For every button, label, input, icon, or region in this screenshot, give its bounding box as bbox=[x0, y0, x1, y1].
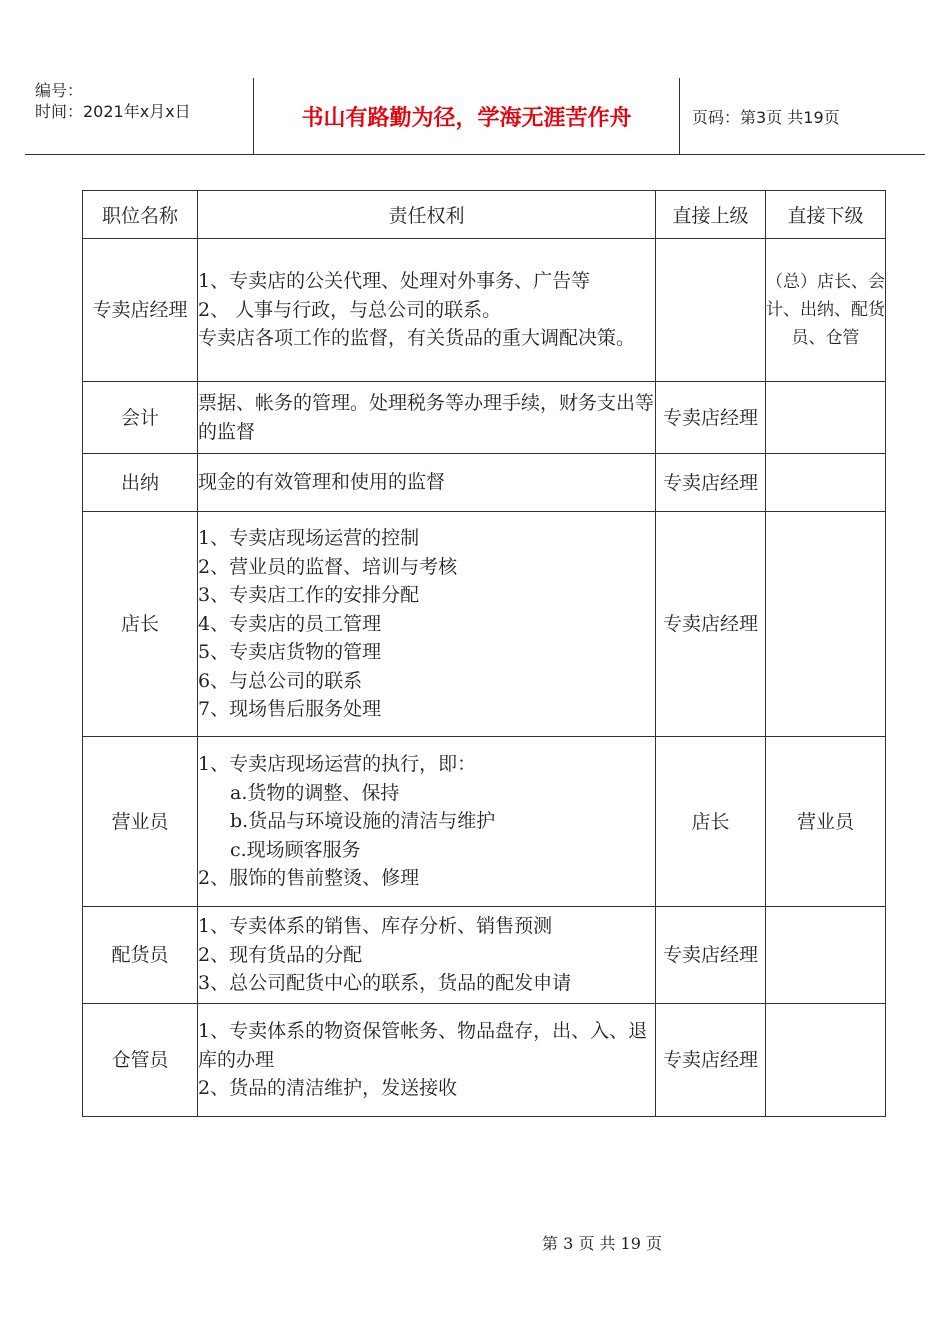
position-duty-table bbox=[82, 190, 886, 1117]
duty-item: 票据、帐务的管理。处理税务等办理手续，财务支出等的监督 bbox=[198, 392, 655, 443]
position-name: 店长 bbox=[83, 512, 198, 737]
duty-list bbox=[198, 512, 656, 737]
duty-list bbox=[198, 382, 656, 454]
duty-list bbox=[198, 907, 656, 1004]
position-name: 出纳 bbox=[83, 454, 198, 512]
table-row bbox=[83, 1004, 886, 1117]
duty-item: 专卖店各项工作的监督，有关货品的重大调配决策。 bbox=[198, 327, 636, 350]
document-time-label: 时间：2021年x月x日 bbox=[35, 102, 191, 121]
duty-item: 1、专卖体系的物资保管帐务、物品盘存，出、入、退库的办理 bbox=[198, 1020, 648, 1071]
duty-item: 2、货品的清洁维护，发送接收 bbox=[198, 1077, 458, 1100]
position-name: 专卖店经理 bbox=[83, 239, 198, 382]
column-header-position: 职位名称 bbox=[83, 191, 198, 239]
direct-superior: 专卖店经理 bbox=[656, 454, 766, 512]
duty-item: 3、专卖店工作的安排分配 bbox=[198, 584, 420, 607]
position-name: 会计 bbox=[83, 382, 198, 454]
direct-superior: 专卖店经理 bbox=[656, 1004, 766, 1117]
table-row bbox=[83, 512, 886, 737]
duty-item: 2、服饰的售前整烫、修理 bbox=[198, 867, 420, 890]
duty-item: 1、专卖店现场运营的执行，即： bbox=[198, 753, 477, 776]
direct-superior: 店长 bbox=[656, 737, 766, 907]
table-row bbox=[83, 907, 886, 1004]
page-footer: 第 3 页 共 19 页 bbox=[542, 1234, 662, 1253]
table-row bbox=[83, 454, 886, 512]
duty-list bbox=[198, 239, 656, 382]
duty-item: 1、专卖店的公关代理、处理对外事务、广告等 bbox=[198, 270, 591, 293]
duty-subitem: a.货物的调整、保持 bbox=[230, 781, 400, 804]
direct-subordinate bbox=[766, 512, 886, 737]
duty-item: 5、专卖店货物的管理 bbox=[198, 641, 382, 664]
duty-item: 2、 人事与行政，与总公司的联系。 bbox=[198, 298, 502, 321]
duty-list bbox=[198, 737, 656, 907]
duty-item: 现金的有效管理和使用的监督 bbox=[198, 471, 446, 494]
duty-subitem: c.现场顾客服务 bbox=[230, 838, 361, 861]
direct-subordinate bbox=[766, 907, 886, 1004]
direct-superior: 专卖店经理 bbox=[656, 907, 766, 1004]
position-name: 营业员 bbox=[83, 737, 198, 907]
table-row bbox=[83, 382, 886, 454]
duty-subitem: b.货品与环境设施的清洁与维护 bbox=[230, 810, 496, 833]
direct-subordinate bbox=[766, 454, 886, 512]
duty-item: 1、专卖体系的销售、库存分析、销售预测 bbox=[198, 915, 553, 938]
column-header-superior: 直接上级 bbox=[656, 191, 766, 239]
direct-superior bbox=[656, 239, 766, 382]
direct-subordinate bbox=[766, 1004, 886, 1117]
header-page-info: 页码：第3页 共19页 bbox=[692, 107, 840, 127]
direct-superior: 专卖店经理 bbox=[656, 512, 766, 737]
duty-item: 4、专卖店的员工管理 bbox=[198, 612, 382, 635]
direct-superior: 专卖店经理 bbox=[656, 382, 766, 454]
direct-subordinate bbox=[766, 382, 886, 454]
header-meta bbox=[25, 78, 254, 154]
position-name: 配货员 bbox=[83, 907, 198, 1004]
table-header-row bbox=[83, 191, 886, 239]
column-header-subordinate: 直接下级 bbox=[766, 191, 886, 239]
duty-item: 3、总公司配货中心的联系，货品的配发申请 bbox=[198, 972, 572, 995]
direct-subordinate: （总）店长、会计、出纳、配货员、仓管 bbox=[766, 239, 886, 382]
table-row bbox=[83, 239, 886, 382]
column-header-duties: 责任权利 bbox=[198, 191, 656, 239]
position-name: 仓管员 bbox=[83, 1004, 198, 1117]
duty-list bbox=[198, 454, 656, 512]
duty-item: 6、与总公司的联系 bbox=[198, 669, 363, 692]
page-header bbox=[25, 78, 925, 155]
duty-item: 7、现场售后服务处理 bbox=[198, 698, 382, 721]
header-slogan: 书山有路勤为径，学海无涯苦作舟 bbox=[254, 78, 680, 154]
document-number-label: 编号： bbox=[35, 81, 84, 100]
duty-item: 1、专卖店现场运营的控制 bbox=[198, 527, 420, 550]
duty-list bbox=[198, 1004, 656, 1117]
table-row bbox=[83, 737, 886, 907]
direct-subordinate: 营业员 bbox=[766, 737, 886, 907]
duty-item: 2、现有货品的分配 bbox=[198, 943, 363, 966]
duty-item: 2、营业员的监督、培训与考核 bbox=[198, 555, 458, 578]
